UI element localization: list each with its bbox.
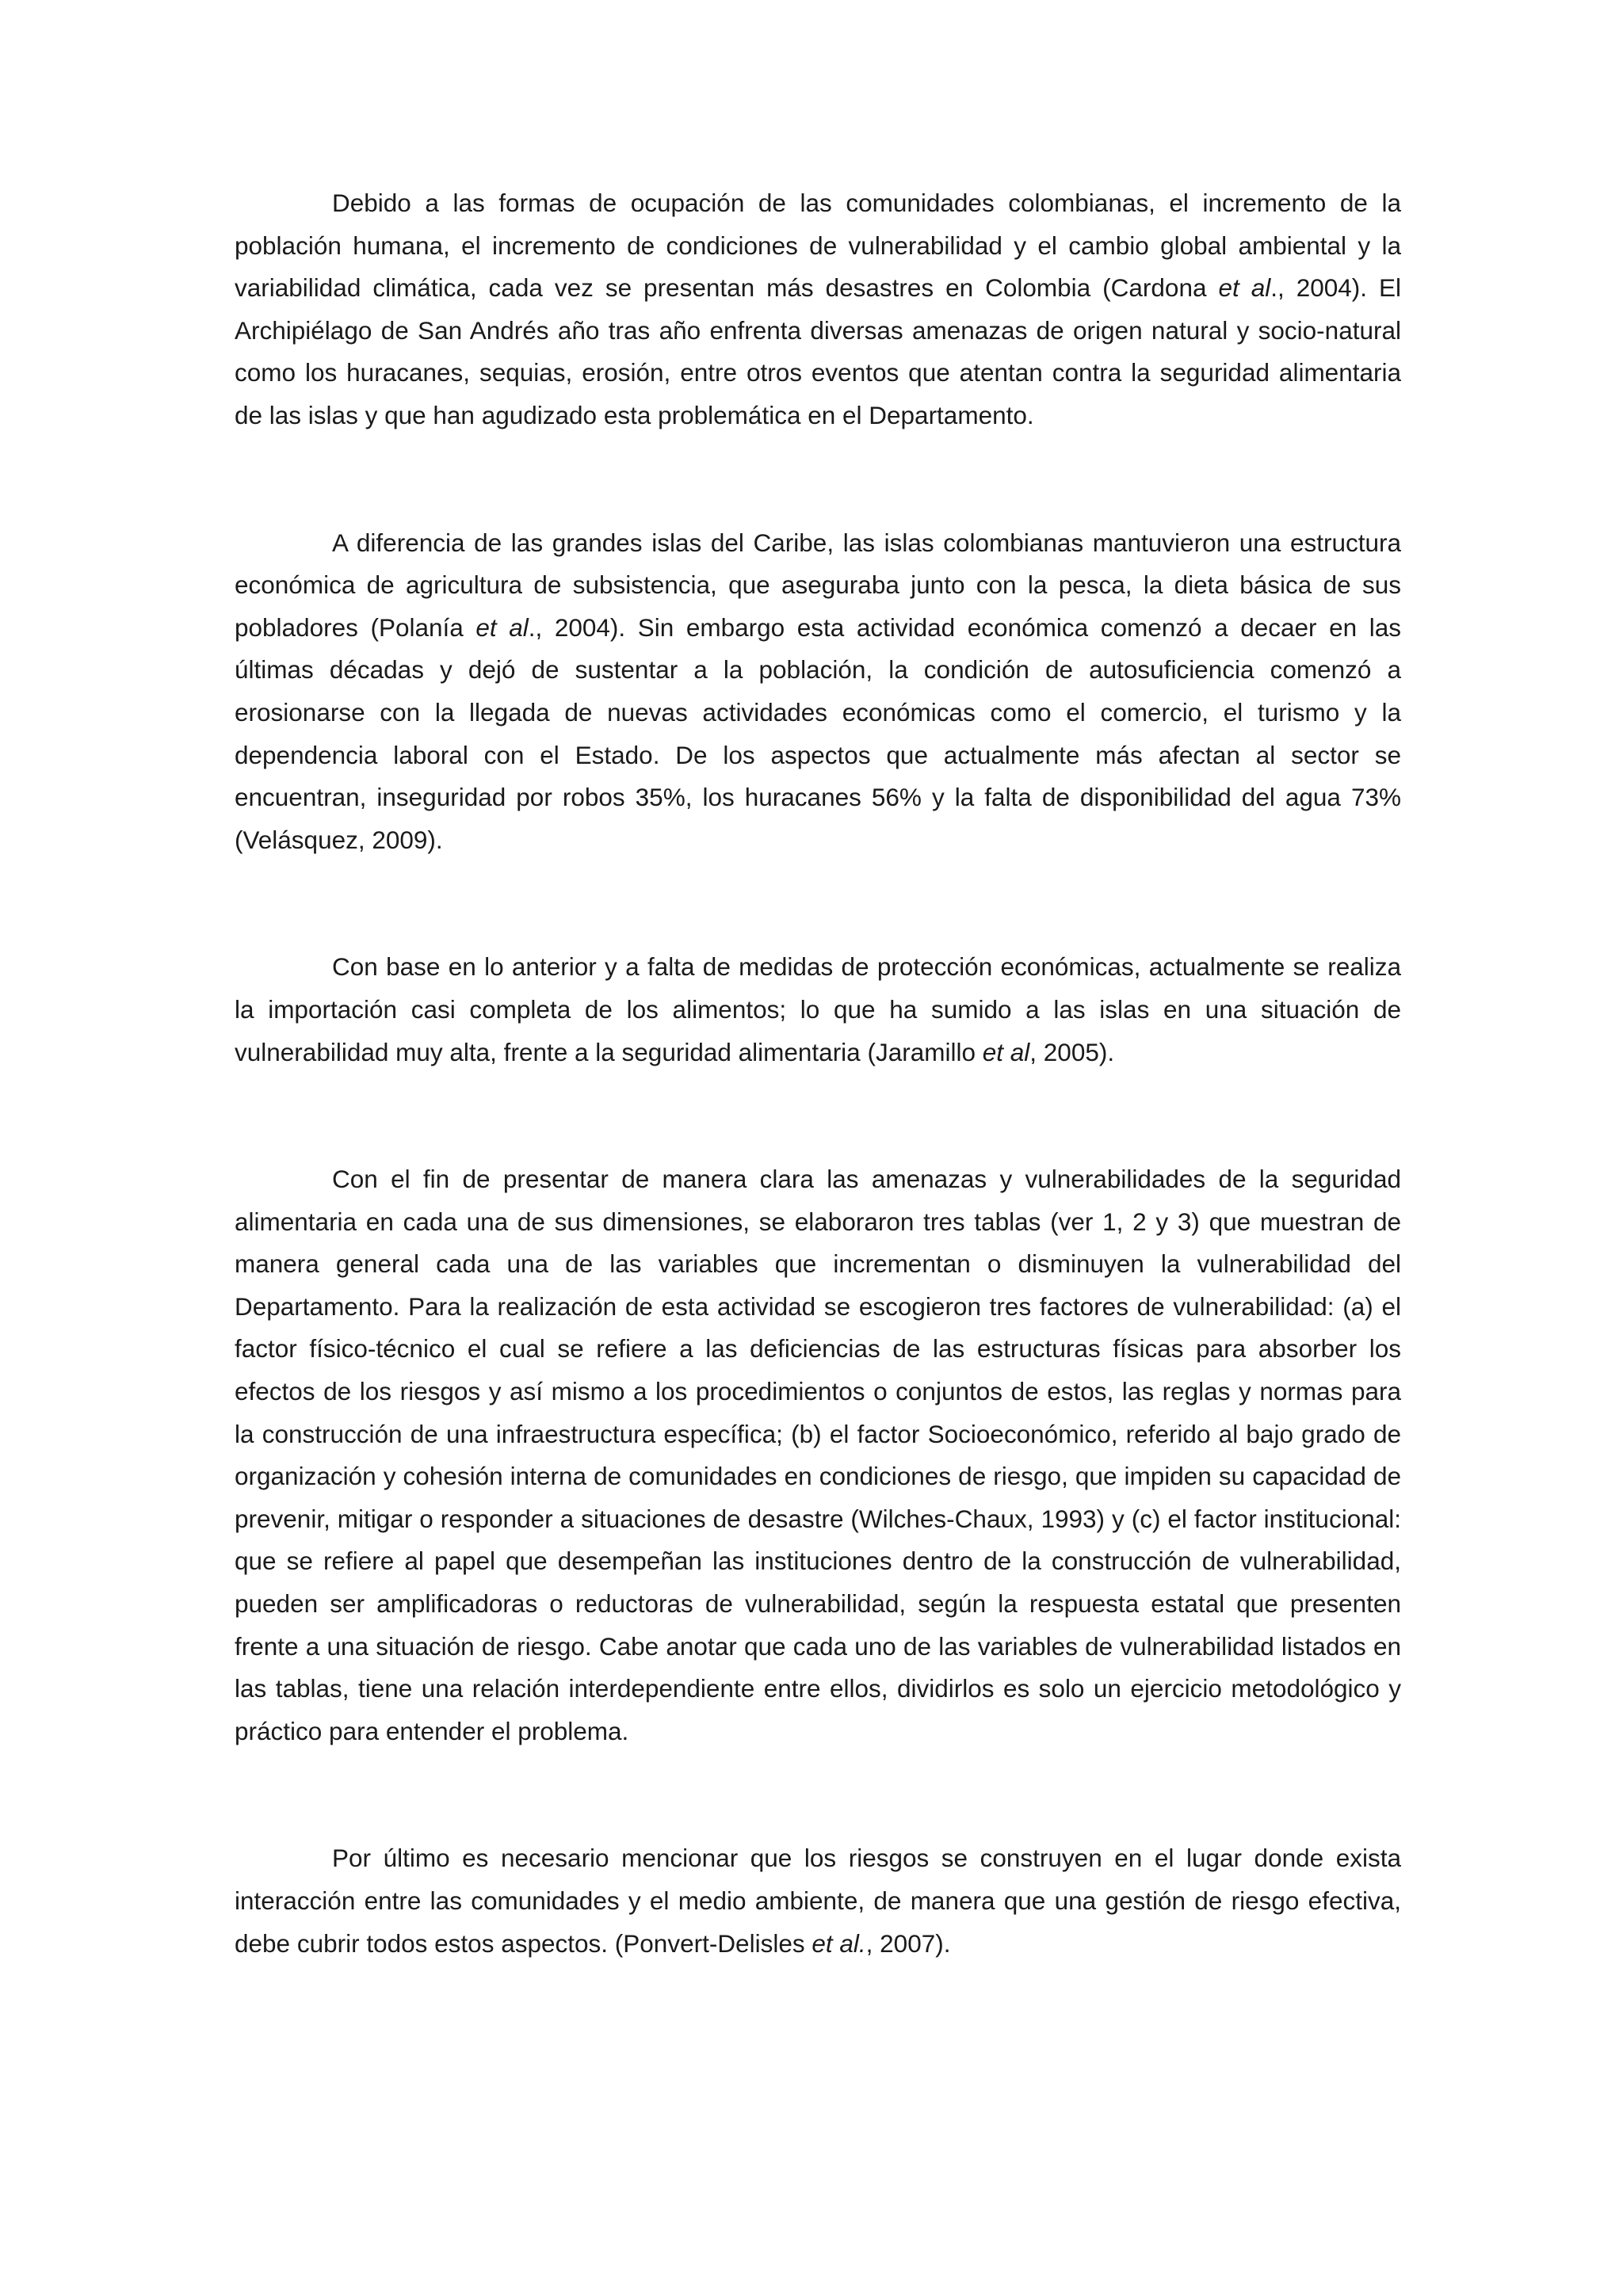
document-page: [235, 182, 1401, 1965]
paragraph-1: [235, 182, 1401, 437]
paragraph-text: ., 2004). El Archipiélago de San Andrés año tras año enfrenta diversas amenazas de origen natural y socio-natural como los huracanes, sequias, erosión, entre otros eventos que atentan contra la seguridad alimentaria de las islas y que han agudizado esta problemática en el Departamento.: [235, 273, 1401, 429]
citation-et-al: et al: [1218, 273, 1271, 303]
paragraph-text: Debido a las formas de ocupación de las comunidades colombianas, el incremento de la población humana, el incremento de condiciones de vulnerabilidad y el cambio global ambiental y la variabilidad climática, cada vez se presentan más desastres en Colombia (Cardona: [235, 189, 1401, 303]
paragraph-text: A diferencia de las grandes islas del Caribe, las islas colombianas mantuvieron una estructura económica de agricultura de subsistencia, que aseguraba junto con la pesca, la dieta básica de sus pobladores (Polanía: [235, 528, 1401, 642]
citation-et-al: et al.: [812, 1928, 866, 1958]
paragraph-4: [235, 1158, 1401, 1753]
paragraph-text: Con el fin de presentar de manera clara las amenazas y vulnerabilidades de la seguridad alimentaria en cada una de sus dimensiones, se elaboraron tres tablas (ver 1, 2 y 3) que muestran de manera general cada una de las variables que incrementan o disminuyen la vulnerabilidad del Departamento. Para la realización de esta actividad se escogieron tres factores de vulnerabilidad: (a) el factor físico-técnico el cual se refiere a las deficiencias de las estructuras físicas para absorber los efectos de los riesgos y así mismo a los procedimientos o conjuntos de estos, las reglas y normas para la construcción de una infraestructura específica; (b) el factor Socioeconómico, referido al bajo grado de organización y cohesión interna de comunidades en condiciones de riesgo, que impiden su capacidad de prevenir, mitigar o responder a situaciones de desastre (Wilches-Chaux, 1993) y (c) el factor institucional: que se refiere al papel que desempeñan las instituciones dentro de la construcción de vulnerabilidad, pueden ser amplificadoras o reductoras de vulnerabilidad, según la respuesta estatal que presenten frente a una situación de riesgo. Cabe anotar que cada uno de las variables de vulnerabilidad listados en las tablas, tiene una relación interdependiente entre ellos, dividirlos es solo un ejercicio metodológico y práctico para entender el problema.: [235, 1165, 1401, 1745]
paragraph-3: [235, 946, 1401, 1074]
paragraph-text: , 2005).: [1029, 1037, 1115, 1066]
paragraph-2: [235, 522, 1401, 862]
citation-et-al: et al: [475, 612, 529, 642]
citation-et-al: et al: [982, 1037, 1030, 1066]
paragraph-text: ., 2004). Sin embargo esta actividad económica comenzó a decaer en las últimas décadas y dejó de sustentar a la población, la condición de autosuficiencia comenzó a erosionarse con la llegada de nuevas actividades económicas como el comercio, el turismo y la dependencia laboral con el Estado. De los aspectos que actualmente más afectan al sector se encuentran, inseguridad por robos 35%, los huracanes 56% y la falta de disponibilidad del agua 73% (Velásquez, 2009).: [235, 612, 1401, 854]
paragraph-text: Con base en lo anterior y a falta de medidas de protección económicas, actualmente se realiza la importación casi completa de los alimentos; lo que ha sumido a las islas en una situación de vulnerabilidad muy alta, frente a la seguridad alimentaria (Jaramillo: [235, 952, 1401, 1066]
paragraph-5: [235, 1837, 1401, 1965]
paragraph-text: Por último es necesario mencionar que los riesgos se construyen en el lugar donde exista interacción entre las comunidades y el medio ambiente, de manera que una gestión de riesgo efectiva, debe cubrir todos estos aspectos. (Ponvert-Delisles: [235, 1844, 1401, 1958]
paragraph-text: , 2007).: [865, 1928, 951, 1958]
